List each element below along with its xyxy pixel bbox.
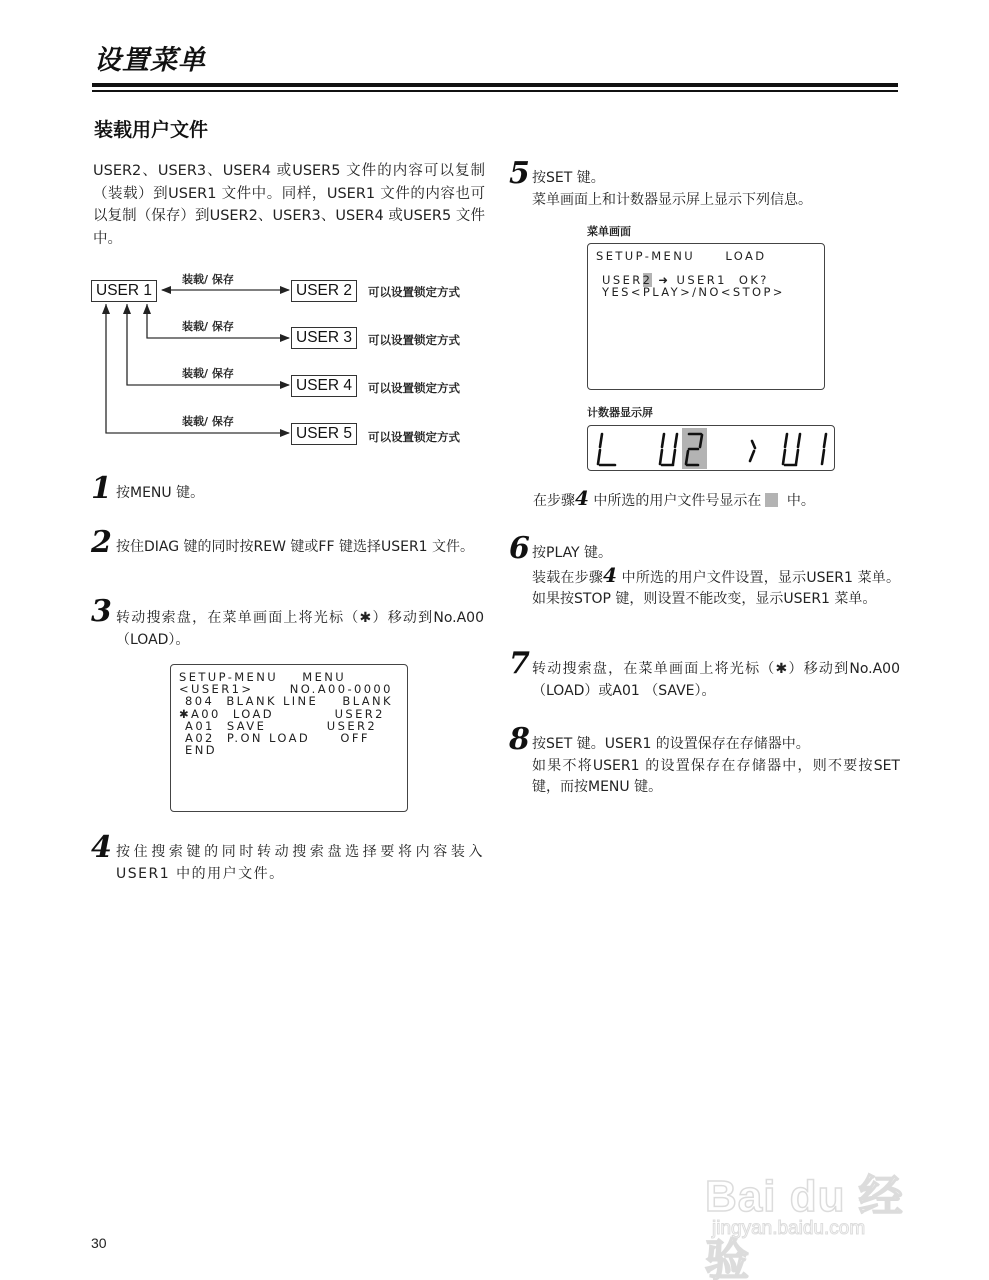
step-4 xyxy=(116,842,484,885)
step-number-1: 1 xyxy=(91,471,112,506)
step-6-text: 按PLAY 键。 xyxy=(532,545,613,561)
lock-label-user2: 可以设置锁定方式 xyxy=(368,285,460,299)
step-1-text: 按MENU 键。 xyxy=(116,485,205,501)
arrow-label-user5: 装载/ 保存 xyxy=(182,415,234,428)
step-8 xyxy=(532,734,900,799)
user1-box: USER 1 xyxy=(91,280,157,302)
arrow-label-user4: 装载/ 保存 xyxy=(182,367,234,380)
step-5 xyxy=(532,168,902,211)
selected-user-number: 2 xyxy=(642,273,653,288)
lock-label-user5: 可以设置锁定方式 xyxy=(368,430,460,444)
seven-segment-readout xyxy=(588,426,836,472)
user2-box: USER 2 xyxy=(291,280,357,302)
step-number-7: 7 xyxy=(509,646,530,681)
user5-box: USER 5 xyxy=(291,423,357,445)
step-number-3: 3 xyxy=(91,594,112,629)
menu-line-7: END xyxy=(179,743,217,758)
step-number-6: 6 xyxy=(509,531,530,566)
step-4-text: 按住搜索键的同时转动搜索盘选择要将内容装入USER1 中的用户文件。 xyxy=(116,844,484,882)
step-6-sub-prefix: 装载在步骤 xyxy=(532,569,604,586)
step-number-8: 8 xyxy=(509,722,530,757)
menu-screen-user1 xyxy=(170,664,408,812)
user4-box: USER 4 xyxy=(291,375,357,397)
step-6-step-ref: 4 xyxy=(603,562,617,587)
step-3-text: 转动搜索盘，在菜单画面上将光标（✱）移动到No.A00 （LOAD）。 xyxy=(116,610,484,648)
step-1 xyxy=(116,483,486,505)
step-number-2: 2 xyxy=(91,525,112,560)
watermark-brand: Bai du 经验 xyxy=(705,1172,904,1280)
note-prefix: 在步骤 xyxy=(533,493,575,509)
baidu-jingyan-watermark xyxy=(700,1130,940,1280)
menu-line-1: SETUP-MENU MENU xyxy=(179,670,347,684)
step-2 xyxy=(116,537,484,559)
step-7-text: 转动搜索盘，在菜单画面上将光标（✱）移动到No.A00 （LOAD）或A01 （SAVE）。 xyxy=(532,661,900,699)
note-middle: 中所选的用户文件号显示在 xyxy=(588,493,762,509)
counter-display xyxy=(587,425,835,471)
step-5-subtext: 菜单画面上和计数器显示屏上显示下列信息。 xyxy=(532,191,812,208)
menu-line-2: <USER1> NO.A00-0000 xyxy=(179,682,393,697)
highlight-swatch xyxy=(765,493,778,507)
arrow-label-user3: 装载/ 保存 xyxy=(182,320,234,333)
section-title: 装载用户文件 xyxy=(94,119,209,141)
step-2-text: 按住DIAG 键的同时按REW 键或FF 键选择USER1 文件。 xyxy=(116,539,475,555)
load-line-1: SETUP-MENU LOAD xyxy=(596,249,767,263)
menu-line-3: 804 BLANK LINE BLANK xyxy=(179,694,394,709)
menu-line-4: ✱A00 LOAD USER2 xyxy=(179,706,385,721)
lock-label-user4: 可以设置锁定方式 xyxy=(368,381,460,395)
step-7 xyxy=(532,659,900,702)
load-line-2-suffix: ➜ USER1 OK? xyxy=(652,273,769,288)
header-rule-thick xyxy=(92,83,898,87)
counter-display-note xyxy=(533,488,893,513)
note-suffix: 中。 xyxy=(782,493,815,509)
note-step-ref: 4 xyxy=(575,486,589,510)
menu-line-5: A01 SAVE USER2 xyxy=(179,718,378,733)
menu-screen-load xyxy=(587,243,825,390)
menu-screen-caption: 菜单画面 xyxy=(587,225,631,238)
step-6-subtext xyxy=(532,562,901,611)
step-6-sub-suffix: 中所选的用户文件设置，显示USER1 菜单。如果按STOP 键，则设置不能改变，显示USER1 菜单。 xyxy=(532,569,901,607)
load-line-2-prefix: USER xyxy=(596,273,643,288)
user3-box: USER 3 xyxy=(291,327,357,349)
step-8-subtext: 如果不将USER1 的设置保存在存储器中，则不要按SET 键，而按MENU 键。 xyxy=(532,757,900,795)
lock-label-user3: 可以设置锁定方式 xyxy=(368,333,460,347)
arrow-label-user2: 装载/ 保存 xyxy=(182,273,234,286)
header-rule-thin xyxy=(92,90,898,92)
watermark-url: jingyan.baidu.com xyxy=(712,1218,866,1239)
step-6 xyxy=(532,543,900,611)
counter-display-caption: 计数器显示屏 xyxy=(587,406,653,419)
load-line-3: YES<PLAY>/NO<STOP> xyxy=(596,285,785,300)
step-number-4: 4 xyxy=(91,830,112,865)
page-title: 设置菜单 xyxy=(94,45,206,76)
step-8-text: 按SET 键。USER1 的设置保存在存储器中。 xyxy=(532,736,810,752)
menu-line-6: A02 P.ON LOAD OFF xyxy=(179,731,370,746)
page-number: 30 xyxy=(91,1235,107,1251)
intro-paragraph: USER2、USER3、USER4 或USER5 文件的内容可以复制（装载）到USER1 文件中。同样，USER1 文件的内容也可以复制（保存）到USER2、USER3、USER4 或USER5 文件中。 xyxy=(93,163,485,247)
step-3 xyxy=(116,608,484,651)
step-number-5: 5 xyxy=(509,156,530,191)
step-5-text: 按SET 键。 xyxy=(532,170,605,186)
